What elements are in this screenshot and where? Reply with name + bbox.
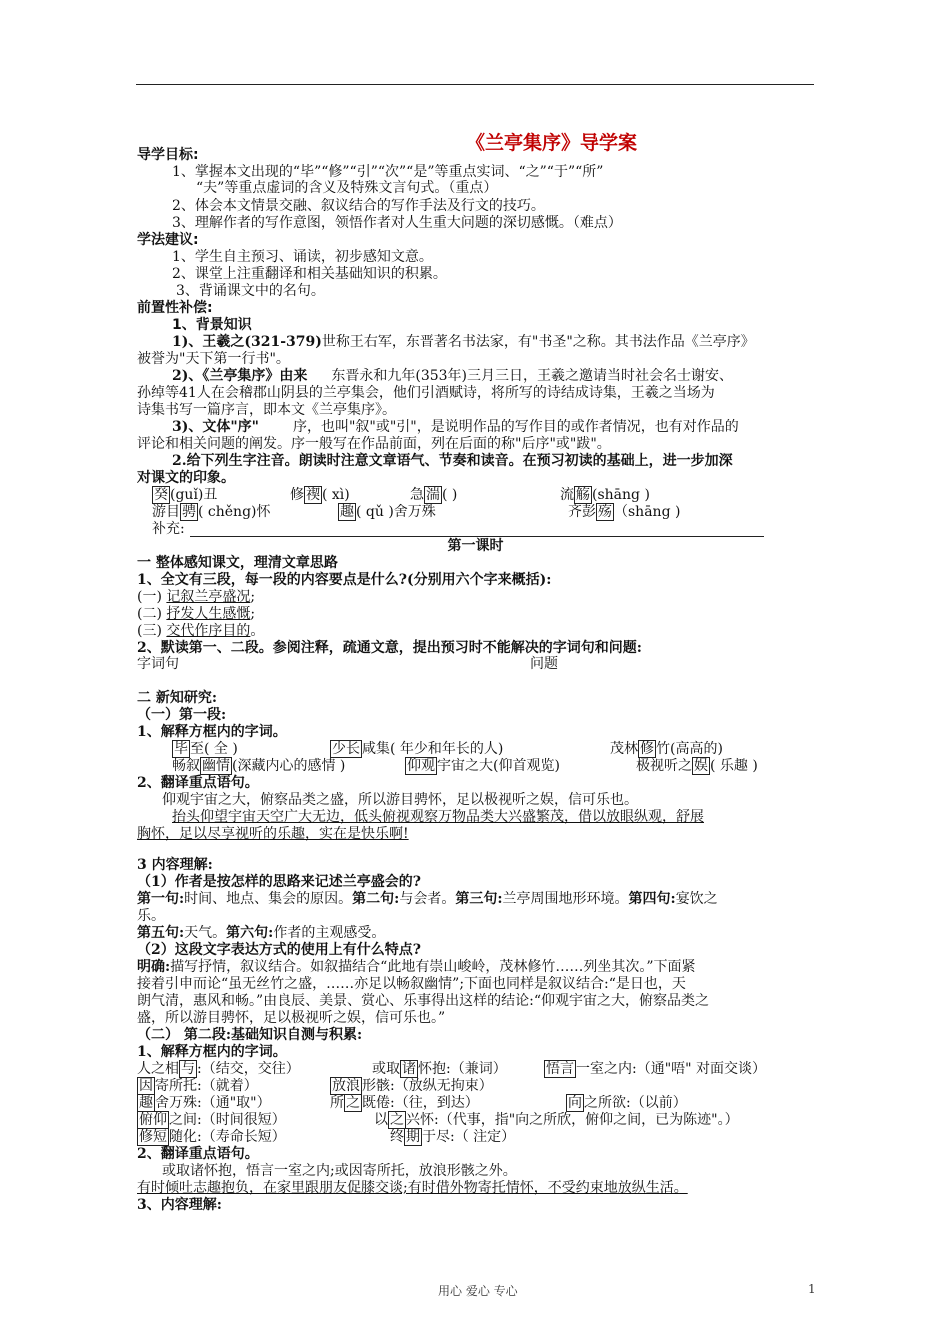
prep-q2a: 2.给下列生字注音。朗读时注意文章语气、节奏和读音。在预习初读的基础上，进一步加深 <box>172 453 733 469</box>
char-box: 骋 <box>182 504 196 520</box>
word-gloss: 至( 全 ) <box>190 741 238 757</box>
sentence-label: 第二句: <box>352 891 400 907</box>
p2-word-10 <box>374 1112 816 1129</box>
word-gloss: 竹(高高的) <box>656 741 723 757</box>
char-box: 癸 <box>154 487 168 503</box>
goal-1a: 1、掌握本文出现的“毕”“修”“引”“次”“是”等重点实词、“之”“于”“所” <box>172 164 604 180</box>
p2-word-5 <box>330 1078 816 1095</box>
word-pre: 茂林 <box>610 741 638 757</box>
goal-3: 3、理解作者的写作意图，领悟作者对人生重大问题的深切感慨。（难点） <box>172 215 622 231</box>
lesson1-heading: 第一课时 <box>447 538 504 554</box>
answer-num: (三) <box>137 623 162 639</box>
para2-content-heading: 3、内容理解: <box>137 1197 222 1213</box>
footer-motto: 用心 爱心 专心 <box>438 1284 518 1298</box>
prep-p2-cont2: 诗集书写一篇序言，即本文《兰亭集序》。 <box>137 402 396 418</box>
prep-p1-text: 世称王右军，东晋著名书法家，有"书圣"之称。其书法作品《兰亭序》 <box>321 334 755 350</box>
method-2: 2、课堂上注重翻译和相关基础知识的积累。 <box>172 266 447 282</box>
word-pre: 以 <box>374 1112 388 1128</box>
char-box: 期 <box>406 1129 420 1145</box>
word-gloss: 宇宙之大(仰首观览) <box>437 758 560 774</box>
para1-heading: （一）第一段: <box>137 707 227 723</box>
char-box: 之 <box>390 1112 404 1128</box>
word-gloss: 怀抱:（兼词） <box>418 1061 507 1077</box>
char-box: 放浪 <box>332 1078 360 1094</box>
word-gloss: 随化:（寿命长短） <box>169 1129 286 1145</box>
char-box: 少长 <box>332 741 360 757</box>
para2-heading: （二） 第二段:基础知识自测与积累: <box>137 1027 363 1043</box>
prep-p2-cont1: 孙绰等41人在会稽郡山阴县的兰亭集会，他们引酒赋诗，将所写的诗结成诗集，王羲之当场为 <box>137 385 715 401</box>
pinyin-row-1d <box>560 487 816 504</box>
translate-source-1: 仰观宇宙之大，俯察品类之盛，所以游目骋怀，足以极视听之娱，信可乐也。 <box>162 792 638 808</box>
pinyin-text: ( qǔ )舍万殊 <box>356 504 436 520</box>
content-heading: 3 内容理解: <box>137 857 213 873</box>
content-q1: （1）作者是按怎样的思路来记述兰亭盛会的? <box>137 874 421 890</box>
sentence-label: 第四句: <box>628 891 676 907</box>
pinyin-text: ( xì) <box>322 487 350 503</box>
goal-1b: “夫”等重点虚词的含义及特殊文言句式。（重点） <box>196 180 498 196</box>
supplement-label: 补充: <box>152 521 185 537</box>
prep-p1-cont: 被誉为"天下第一行书"。 <box>137 351 290 367</box>
pinyin-text: （shāng ) <box>614 504 681 520</box>
pinyin-text: ( ) <box>442 487 458 503</box>
word-gloss: 于尽:（ 注定） <box>422 1129 516 1145</box>
translate-answer-1b: 胸怀，足以尽享视听的乐趣，实在是快乐啊! <box>137 826 409 842</box>
word-gloss: 之间:（时间很短） <box>169 1112 286 1128</box>
sentence-text: 与会者。 <box>399 891 456 907</box>
content-a1-cont: 乐。 <box>137 908 165 924</box>
word-gloss: 之所欲:（以前） <box>584 1095 687 1111</box>
answer-punct: ; <box>250 589 256 605</box>
content-a2-1 <box>137 959 816 976</box>
char-box: 觞 <box>576 487 590 503</box>
pinyin-row-2c <box>568 504 816 521</box>
p2-word-3 <box>544 1061 816 1078</box>
answer-punct: 。 <box>250 623 265 639</box>
char-box: 悟言 <box>546 1061 574 1077</box>
section-2-heading: 二 新知研究: <box>137 690 218 706</box>
pinyin-text: 急 <box>410 487 424 503</box>
content-a1-line2 <box>137 925 816 942</box>
word-gloss: 既倦:（往，到达） <box>362 1095 479 1111</box>
char-box: 修短 <box>139 1129 167 1145</box>
word-6 <box>636 758 816 775</box>
method-3: 3、背诵课文中的名句。 <box>176 283 325 299</box>
clear-text: 描写抒情，叙议结合。如叙描结合“此地有崇山峻岭，茂林修竹……列坐其次。”下面紧 <box>170 959 696 975</box>
content-a2-3: 朗气清，惠风和畅。”由良辰、美景、赏心、乐事得出这样的结论:“仰观宇宙之大，俯察品类之 <box>137 993 710 1009</box>
prep-q2b: 对课文的印象。 <box>137 470 235 486</box>
char-box: 娱 <box>694 758 708 774</box>
word-pre: 所 <box>330 1095 344 1111</box>
translate-answer-2: 有时倾吐志趣抱负，在家里跟朋友促膝交谈;有时借外物寄托情怀，不受约束地放纵生活。 <box>137 1180 688 1196</box>
answer-text: 交代作序目的 <box>166 623 251 639</box>
word-gloss: 寄所托:（就着） <box>155 1078 258 1094</box>
word-pre: 畅叙 <box>172 758 200 774</box>
p2-word-12 <box>390 1129 816 1146</box>
content-a2-2: 接着引申而论“虽无丝竹之盛，……亦足以畅叙幽情”;下面也同样是叙议结合:“是日也，天 <box>137 976 686 992</box>
word-gloss: 兴怀:（代事，指"向之所欣，俯仰之间，已为陈迹"。） <box>406 1112 739 1128</box>
prep-p3-label: 3)、文体"序" <box>172 419 259 435</box>
translate-heading-1: 2、翻译重点语句。 <box>137 775 259 791</box>
sentence-text: 宴饮之 <box>675 891 718 907</box>
char-box: 向 <box>568 1095 582 1111</box>
char-box: 修 <box>640 741 654 757</box>
sentence-text: 时间、地点、集会的原因。 <box>184 891 353 907</box>
col-questions: 问题 <box>530 656 558 672</box>
supplement-blank-line <box>190 536 764 537</box>
col-words: 字词句 <box>137 656 179 672</box>
answer-3 <box>137 623 816 640</box>
pinyin-text: 修 <box>290 487 304 503</box>
method-heading: 学法建议: <box>137 232 199 248</box>
prep-p3-text: 序，也叫"叙"或"引"，是说明作品的写作目的或作者情况，也有对作品的 <box>292 419 739 435</box>
prep-p1-label: 1)、王羲之(321-379) <box>172 334 322 350</box>
p2-word-8 <box>566 1095 816 1112</box>
word-gloss: ( 乐趣 ) <box>710 758 758 774</box>
char-box: 趣 <box>340 504 354 520</box>
word-pre: 极视听之 <box>636 758 692 774</box>
pinyin-text: (guǐ)丑 <box>170 487 218 503</box>
char-box: 与 <box>181 1061 195 1077</box>
pinyin-text: 游目 <box>152 504 180 520</box>
prep-p3-cont: 评论和相关问题的阐发。序一般写在作品前面，列在后面的称"后序"或"跋"。 <box>137 436 611 452</box>
sentence-text: 天气。 <box>184 925 227 941</box>
char-box: 诸 <box>402 1061 416 1077</box>
top-rule <box>136 84 814 85</box>
word-gloss: 一室之内:（通"唔" 对面交谈） <box>576 1061 767 1077</box>
section-1-heading: 一 整体感知课文，理清文章思路 <box>137 555 338 571</box>
content-a2-4: 盛，所以游目骋怀，足以极视听之娱，信可乐也。” <box>137 1010 446 1026</box>
prep-p2 <box>172 368 816 385</box>
content-a1-line1 <box>137 891 816 908</box>
para1-explain-heading: 1、解释方框内的字词。 <box>137 724 287 740</box>
sentence-label: 第五句: <box>137 925 185 941</box>
word-pre: 或取 <box>372 1061 400 1077</box>
word-gloss: :（结交，交往） <box>197 1061 300 1077</box>
pinyin-text: 齐彭 <box>568 504 596 520</box>
sentence-label: 第三句: <box>455 891 503 907</box>
sentence-text: 兰亭周围地形环境。 <box>502 891 629 907</box>
answer-num: (一) <box>137 589 162 605</box>
answer-num: (二) <box>137 606 162 622</box>
translate-heading-2: 2、翻译重点语句。 <box>137 1146 259 1162</box>
char-box: 湍 <box>426 487 440 503</box>
page-title: 《兰亭集序》导学案 <box>466 132 638 154</box>
goals-heading: 导学目标: <box>137 147 199 163</box>
word-gloss: (深藏内心的感情 ) <box>232 758 346 774</box>
char-box: 禊 <box>306 487 320 503</box>
char-box: 因 <box>139 1078 153 1094</box>
word-gloss: 咸集( 年少和年长的人) <box>362 741 504 757</box>
word-pre: 终 <box>390 1129 404 1145</box>
answer-2 <box>137 606 816 623</box>
char-box: 幽情 <box>202 758 230 774</box>
translate-source-2: 或取诸怀抱，悟言一室之内;或因寄所托，放浪形骸之外。 <box>162 1163 517 1179</box>
sentence-label: 第一句: <box>137 891 185 907</box>
char-box: 之 <box>346 1095 360 1111</box>
content-q2: （2）这段文字表达方式的使用上有什么特点? <box>137 942 421 958</box>
char-box: 俯仰 <box>139 1112 167 1128</box>
char-box: 仰观 <box>407 758 435 774</box>
sentence-text: 作者的主观感受。 <box>273 925 386 941</box>
answer-punct: ; <box>250 606 256 622</box>
prep-p1 <box>172 334 816 351</box>
pinyin-text: ( chěng)怀 <box>198 504 271 520</box>
translate-answer-1a: 抬头仰望宇宙天空广大无边，低头俯视观察万物品类大兴盛繁茂，借以放眼纵观，舒展 <box>172 809 704 825</box>
para2-explain-heading: 1、解释方框内的字词。 <box>137 1044 287 1060</box>
page-number: 1 <box>808 1282 816 1296</box>
answer-text: 记叙兰亭盛况 <box>166 589 251 605</box>
answer-text: 抒发人生感慨 <box>166 606 251 622</box>
lesson1-q2: 2、默读第一、二段。参阅注释，疏通文意，提出预习时不能解决的字词句和问题: <box>137 640 642 656</box>
background-heading: 1、背景知识 <box>172 317 252 333</box>
prep-heading: 前置性补偿: <box>137 300 213 316</box>
char-box: 殇 <box>598 504 612 520</box>
sentence-label: 第六句: <box>226 925 274 941</box>
clear-label: 明确: <box>137 959 171 975</box>
char-box: 趣 <box>139 1095 153 1111</box>
word-gloss: 舍万殊:（通"取"） <box>155 1095 271 1111</box>
prep-p2-label: 2)、《兰亭集序》由来 <box>172 368 308 384</box>
prep-p3 <box>172 419 816 436</box>
goal-2: 2、体会本文情景交融、叙议结合的写作手法及行文的技巧。 <box>172 198 545 214</box>
word-gloss: 形骸:（放纵无拘束） <box>362 1078 493 1094</box>
prep-p2-text: 东晋永和九年(353年)三月三日，王羲之邀请当时社会名士谢安、 <box>331 368 734 384</box>
word-3 <box>610 741 816 758</box>
method-1: 1、学生自主预习、诵读，初步感知文意。 <box>172 249 433 265</box>
pinyin-text: 流 <box>560 487 574 503</box>
word-pre: 人之相 <box>137 1061 179 1077</box>
char-box: 毕 <box>174 741 188 757</box>
pinyin-text: (shāng ) <box>592 487 650 503</box>
lesson1-q1: 1、全文有三段，每一段的内容要点是什么?(分别用六个字来概括): <box>137 572 552 588</box>
answer-1 <box>137 589 816 606</box>
